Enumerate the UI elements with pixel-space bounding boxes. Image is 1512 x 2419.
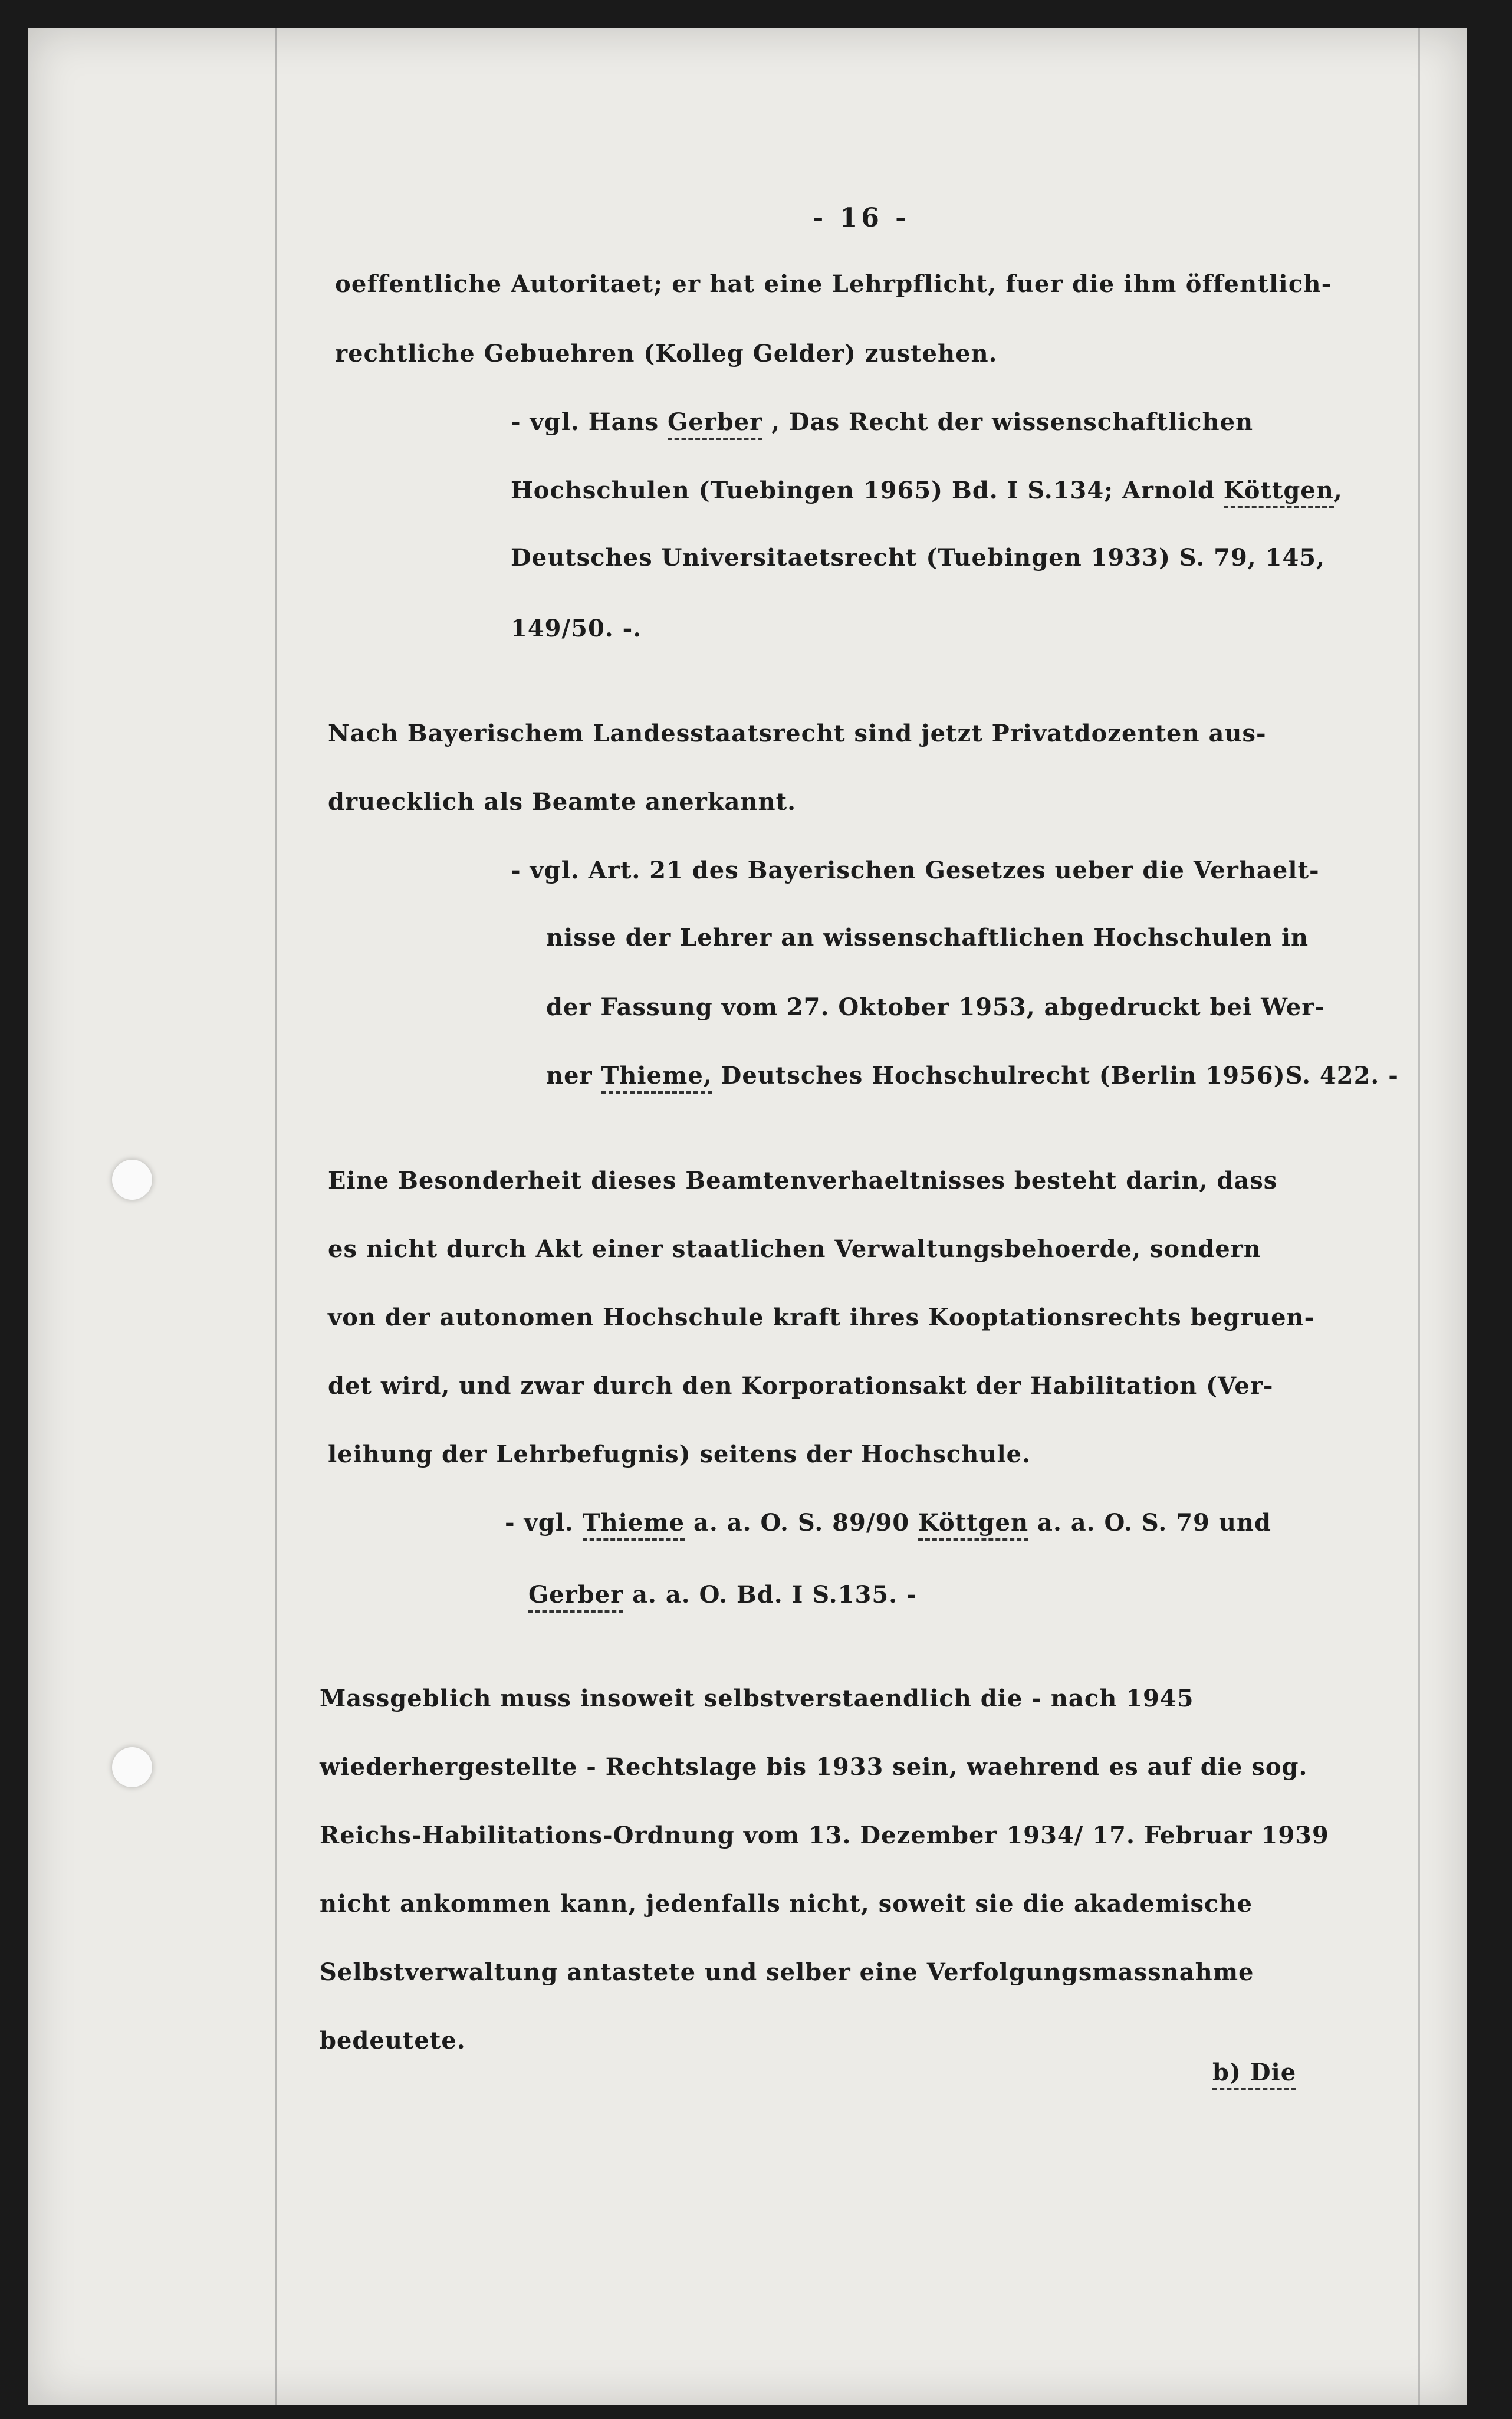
paragraph-line: rechtliche Gebuehren (Kolleg Gelder) zustehen. [335,340,998,367]
paragraph-line: Massgeblich muss insoweit selbstverstaendlich die - nach 1945 [320,1685,1194,1712]
underlined-name: Thieme, [601,1062,712,1094]
underlined-catchword: b) Die [1212,2059,1296,2090]
paragraph-line: wiederhergestellte - Rechtslage bis 1933 sein, waehrend es auf die sog. [320,1753,1308,1781]
paragraph-line: bedeutete. [320,2027,466,2054]
paragraph-line: nicht ankommen kann, jedenfalls nicht, soweit sie die akademische [320,1890,1253,1918]
paragraph-line: druecklich als Beamte anerkannt. [328,788,797,816]
reference-line [546,1064,1399,1088]
paragraph-line: leihung der Lehrbefugnis) seitens der Hochschule. [328,1440,1031,1468]
reference-line: der Fassung vom 27. Oktober 1953, abgedruckt bei Wer- [546,993,1325,1021]
reference-line: Deutsches Universitaetsrecht (Tuebingen 1933) S. 79, 145, [511,544,1326,572]
paragraph-line: Nach Bayerischem Landesstaatsrecht sind jetzt Privatdozenten aus- [328,720,1267,747]
text-span: - vgl. [505,1509,583,1537]
reference-line: nisse der Lehrer an wissenschaftlichen Hochschulen in [546,924,1309,951]
paragraph-line: Selbstverwaltung antastete und selber eine Verfolgungsmassnahme [320,1958,1254,1986]
underlined-name: Köttgen [1224,477,1334,508]
underlined-name: Thieme [583,1509,685,1541]
reference-line: 149/50. -. [511,615,642,642]
reference-line: - vgl. Art. 21 des Bayerischen Gesetzes ueber die Verhaelt- [511,856,1320,884]
text-span: - vgl. Hans [511,408,668,436]
text-span: , Das Recht der wissenschaftlichen [762,408,1254,436]
paragraph-line: oeffentliche Autoritaet; er hat eine Lehrpflicht, fuer die ihm öffentlich- [335,270,1332,298]
text-span: ner [546,1062,601,1089]
paragraph-line: es nicht durch Akt einer staatlichen Verwaltungsbehoerde, sondern [328,1235,1261,1263]
reference-line [511,479,1343,503]
document-page [28,28,1467,2405]
paragraph-line: Reichs-Habilitations-Ordnung vom 13. Dezember 1934/ 17. Februar 1939 [320,1821,1329,1849]
reference-line [528,1583,917,1607]
underlined-name: Köttgen [918,1509,1028,1541]
text-span: Deutsches Hochschulrecht (Berlin 1956)S. 422. - [712,1062,1399,1089]
paragraph-line: Eine Besonderheit dieses Beamtenverhaeltnisses besteht darin, dass [328,1167,1278,1194]
paragraph-line: von der autonomen Hochschule kraft ihres Kooptationsrechts begruen- [328,1304,1315,1331]
paragraph-line: det wird, und zwar durch den Korporationsakt der Habilitation (Ver- [328,1372,1274,1400]
text-span: Hochschulen (Tuebingen 1965) Bd. I S.134; Arnold [511,477,1224,504]
text-span: , [1333,477,1343,504]
page-number: - 16 - [813,203,910,233]
text-span: a. a. O. Bd. I S.135. - [623,1581,917,1609]
text-span: a. a. O. S. 89/90 [685,1509,919,1537]
underlined-name: Gerber [528,1581,623,1613]
underlined-name: Gerber [668,408,762,440]
reference-line [505,1511,1271,1535]
text-span: a. a. O. S. 79 und [1028,1509,1271,1537]
reference-line [511,408,1254,436]
typed-text [28,28,1467,2405]
catchword [1212,2061,1296,2085]
